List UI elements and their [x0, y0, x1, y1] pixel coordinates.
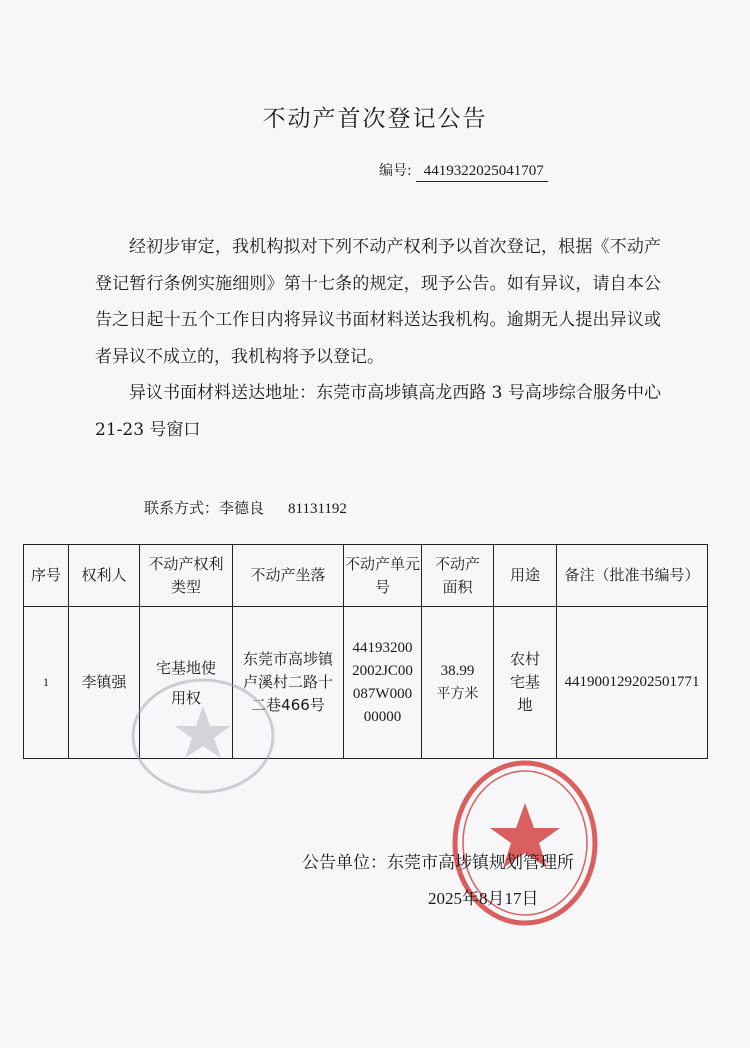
cell-area-value: 38.99	[440, 662, 475, 679]
cell-location: 东莞市高埗镇卢溪村二路十二巷466号	[233, 607, 344, 759]
header-use: 用途	[494, 545, 557, 607]
contact-info	[144, 497, 347, 518]
cell-holder: 李镇强	[69, 607, 140, 759]
issuing-unit: 公告单位：东莞市高埗镇规划管理所	[302, 853, 574, 873]
notice-body	[95, 229, 661, 448]
cell-index: 1	[24, 607, 69, 759]
cell-unit-no: 441932002002JC00087W00000000	[344, 607, 422, 759]
header-holder: 权利人	[69, 545, 140, 607]
notice-paragraph: 异议书面材料送达地址：东莞市高埗镇高龙西路 3 号高埗综合服务中心 21-23 号窗口	[95, 383, 661, 440]
cell-area	[422, 607, 494, 759]
notice-number-label: 编号:	[379, 163, 412, 179]
cell-type: 宅基地使用权	[140, 607, 233, 759]
page-title: 不动产首次登记公告	[262, 106, 488, 132]
header-type: 不动产权利类型	[140, 545, 233, 607]
header-unit-no: 不动产单元号	[344, 545, 422, 607]
header-index: 序号	[24, 545, 69, 607]
cell-area-unit: 平方米	[436, 685, 479, 702]
contact-phone: 81131192	[288, 501, 347, 517]
notice-number	[379, 160, 548, 182]
header-remark: 备注（批准书编号）	[557, 545, 708, 607]
table-header-row	[24, 545, 708, 607]
header-location: 不动产坐落	[233, 545, 344, 607]
notice-paragraph: 经初步审定，我机构拟对下列不动产权利予以首次登记，根据《不动产登记暂行条例实施细则》第十七条的规定，现予公告。如有异议，请自本公告之日起十五个工作日内将异议书面材料送达我机构。逾期无人提出异议或者异议不成立的，我机构将予以登记。	[95, 237, 661, 367]
faded-stamp-icon	[128, 676, 278, 796]
notice-date: 2025年8月17日	[428, 889, 539, 908]
table-row	[24, 607, 708, 759]
notice-number-value: 4419322025041707	[416, 163, 548, 182]
cell-use: 农村宅基地	[494, 607, 557, 759]
contact-label: 联系方式：李德良	[144, 499, 265, 517]
registration-table	[23, 544, 708, 759]
cell-remark: 441900129202501771	[557, 607, 708, 759]
header-area: 不动产面积	[422, 545, 494, 607]
